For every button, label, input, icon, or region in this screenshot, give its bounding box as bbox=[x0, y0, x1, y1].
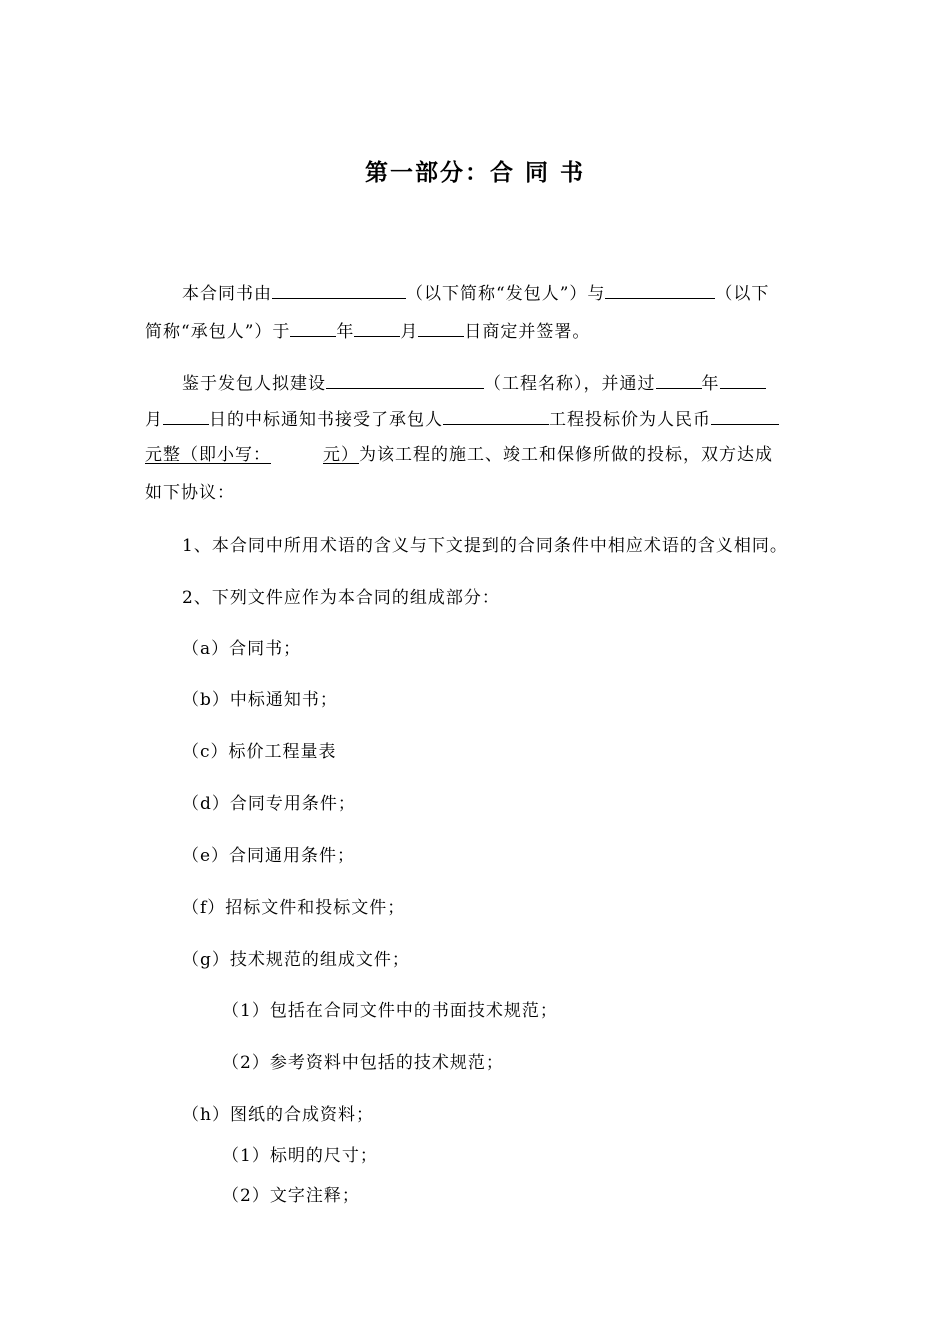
whereas-text: 工程投标价为人民币 bbox=[549, 410, 711, 430]
project-name-blank[interactable] bbox=[326, 370, 484, 389]
list-item-b: （b）中标通知书； bbox=[182, 690, 338, 710]
list-item-c: （c）标价工程量表 bbox=[182, 742, 337, 762]
day-blank[interactable] bbox=[418, 318, 464, 337]
page-title: 第一部分：合 同 书 bbox=[364, 160, 585, 186]
list-item-g: （g）技术规范的组成文件； bbox=[182, 950, 410, 970]
price-words-text: 元整（即小写： bbox=[145, 445, 271, 465]
clause-2: 2、下列文件应作为本合同的组成部分： bbox=[182, 588, 500, 608]
list-item-e: （e）合同通用条件； bbox=[182, 846, 356, 866]
list-subitem-g1: （1）包括在合同文件中的书面技术规范； bbox=[222, 1001, 558, 1021]
list-subitem-h1: （1）标明的尺寸； bbox=[222, 1146, 378, 1166]
intro-text: 简称“承包人”）于 bbox=[145, 322, 291, 342]
year-blank[interactable] bbox=[290, 318, 336, 337]
award-month-blank[interactable] bbox=[720, 370, 766, 389]
whereas-text: 日的中标通知书接受了承包人 bbox=[209, 410, 443, 430]
price-figures-blank[interactable] bbox=[271, 443, 323, 467]
year-label: 年 bbox=[701, 374, 720, 394]
whereas-line-2 bbox=[145, 406, 779, 432]
whereas-text: 鉴于发包人拟建设 bbox=[182, 374, 326, 394]
month-blank[interactable] bbox=[354, 318, 400, 337]
award-day-blank[interactable] bbox=[163, 406, 209, 425]
whereas-text: （工程名称），并通过 bbox=[484, 374, 656, 394]
intro-text: 本合同书由 bbox=[182, 284, 272, 304]
list-subitem-g2: （2）参考资料中包括的技术规范； bbox=[222, 1053, 504, 1073]
price-words-blank[interactable] bbox=[711, 406, 779, 425]
list-item-a: （a）合同书； bbox=[182, 639, 302, 659]
contractor-name-blank[interactable] bbox=[605, 280, 715, 299]
contractor-blank[interactable] bbox=[443, 406, 549, 425]
intro-line-2 bbox=[145, 318, 590, 344]
intro-text: 日商定并签署。 bbox=[464, 322, 591, 342]
month-label: 月 bbox=[145, 410, 163, 430]
intro-line-1 bbox=[182, 280, 769, 306]
clause-1: 1、本合同中所用术语的含义与下文提到的合同条件中相应术语的含义相同。 bbox=[182, 536, 788, 556]
list-item-f: （f）招标文件和投标文件； bbox=[182, 898, 406, 918]
list-subitem-h2: （2）文字注释； bbox=[222, 1186, 360, 1206]
employer-name-blank[interactable] bbox=[272, 280, 406, 299]
list-item-h: （h）图纸的合成资料； bbox=[182, 1105, 374, 1125]
intro-text: （以下 bbox=[715, 284, 770, 304]
whereas-line-1 bbox=[182, 370, 766, 396]
list-item-d: （d）合同专用条件； bbox=[182, 794, 356, 814]
whereas-text: 为该工程的施工、竣工和保修所做的投标，双方达成 bbox=[359, 445, 773, 465]
month-label: 月 bbox=[400, 322, 419, 342]
whereas-line-4: 如下协议： bbox=[145, 483, 235, 503]
intro-text: （以下简称“发包人”）与 bbox=[406, 284, 606, 304]
award-year-blank[interactable] bbox=[656, 370, 702, 389]
whereas-line-3 bbox=[145, 443, 773, 467]
price-figures-text: 元） bbox=[323, 445, 359, 465]
year-label: 年 bbox=[336, 322, 355, 342]
